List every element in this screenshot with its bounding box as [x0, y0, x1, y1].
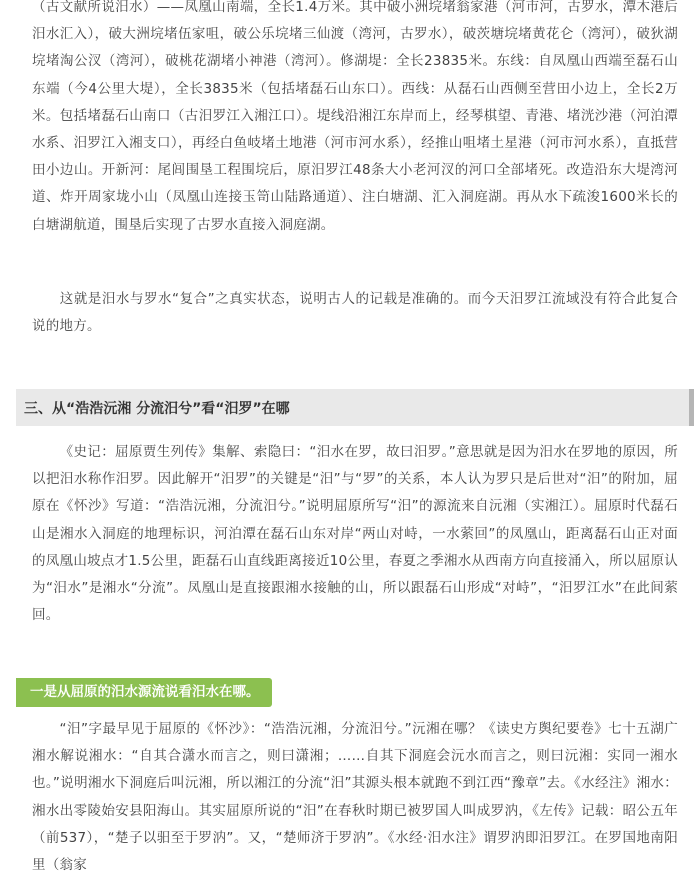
section-heading-text: 三、从“浩浩沅湘 分流汨兮”看“汨罗”在哪	[24, 401, 290, 417]
paragraph-text: 《史记：屈原贾生列传》集解、索隐曰：“汨水在罗，故曰汨罗。”意思就是因为汨水在罗地的原因，所以把汨水称作汨罗。因此解开“汨罗”的关键是“汨”与“罗”的关系，本人认为罗只是后世对“汨”的附加，屈原在《怀沙》写道：“浩浩沅湘，分流汨兮。”说明屈原所写“汨”的源流来自沅湘（实湘江）。屈原时代磊石山是湘水入洞庭的地理标识，河泊潭在磊石山东对岸“两山对峙，一水萦回”的凤凰山，距离磊石山正对面的凤凰山坡点才1.5公里，距磊石山直线距离接近10公里，春夏之季湘水从西南方向直接涌入，所以屈原认为“汨水”是湘水“分流”。凤凰山是直接跟湘水接触的山，所以跟磊石山形成“对峙”，“汨罗江水”在此间萦回。	[32, 444, 678, 624]
subheading-tag: 一是从屈原的汨水源流说看汨水在哪。	[16, 678, 272, 707]
article-paragraph	[32, 439, 678, 629]
article-paragraph	[32, 716, 678, 879]
paragraph-text: 这就是汨水与罗水“复合”之真实状态，说明古人的记载是准确的。而今天汨罗江流域没有符合此复合说的地方。	[32, 291, 678, 335]
article-paragraph	[32, 286, 678, 340]
paragraph-text: “汨”字最早见于屈原的《怀沙》：“浩浩沅湘，分流汨兮。”沅湘在哪？《读史方舆纪要卷》七十五湖广湘水解说湘水：“自其合潇水而言之，则曰潇湘；……自其下洞庭会沅水而言之，则曰沅湘：实同一湘水也。”说明湘水下洞庭后叫沅湘，所以湘江的分流“汨”其源头根本就跑不到江西“豫章”去。《水经注》湘水：湘水出零陵始安县阳海山。其实屈原所说的“汨”在春秋时期已被罗国人叫成罗汭，《左传》记载：昭公五年（前537），“楚子以驲至于罗汭”。又，“楚师济于罗汭”。《水经·汨水注》谓罗汭即汨罗江。在罗国地南阳里（翁家	[32, 721, 678, 874]
article-paragraph: （古文献所说汨水）——凤凰山南端，全长1.4万米。其中破小洲垸堵翁家港（河市河，古罗水，潭木港后汨水汇入），破大洲垸堵伍家咀，破公乐垸堵三仙渡（湾河，古罗水），破茨塘垸堵黄花仑（湾河），破狄湖垸堵淘公汊（湾河），破桃花湖堵小神港（湾河）。修湖堤：全长23835米。东线：自凤凰山西端至磊石山东端（今4公里大堤），全长3835米（包括堵磊石山东口）。西线：从磊石山西侧至营田小边上，全长2万米。包括堵磊石山南口（古汨罗江入湘江口）。堤线沿湘江东岸而上，经琴棋望、青港、堵洸沙港（河泊潭水系、汨罗江入湘支口），再经白鱼岐堵土地港（河市河水系），经推山咀堵土星港（河市河水系），直抵营田小边山。开新河：尾闾围垦工程围垸后，原汨罗江48条大小老河汊的河口全部堵死。改造沿东大堤湾河道、炸开周家垅小山（凤凰山连接玉笥山陆路通道）、注白塘湖、汇入洞庭湖。再从水下疏浚1600米长的白塘湖航道，围垦后实现了古罗水直接入洞庭湖。	[32, 0, 678, 233]
section-heading	[16, 389, 694, 426]
